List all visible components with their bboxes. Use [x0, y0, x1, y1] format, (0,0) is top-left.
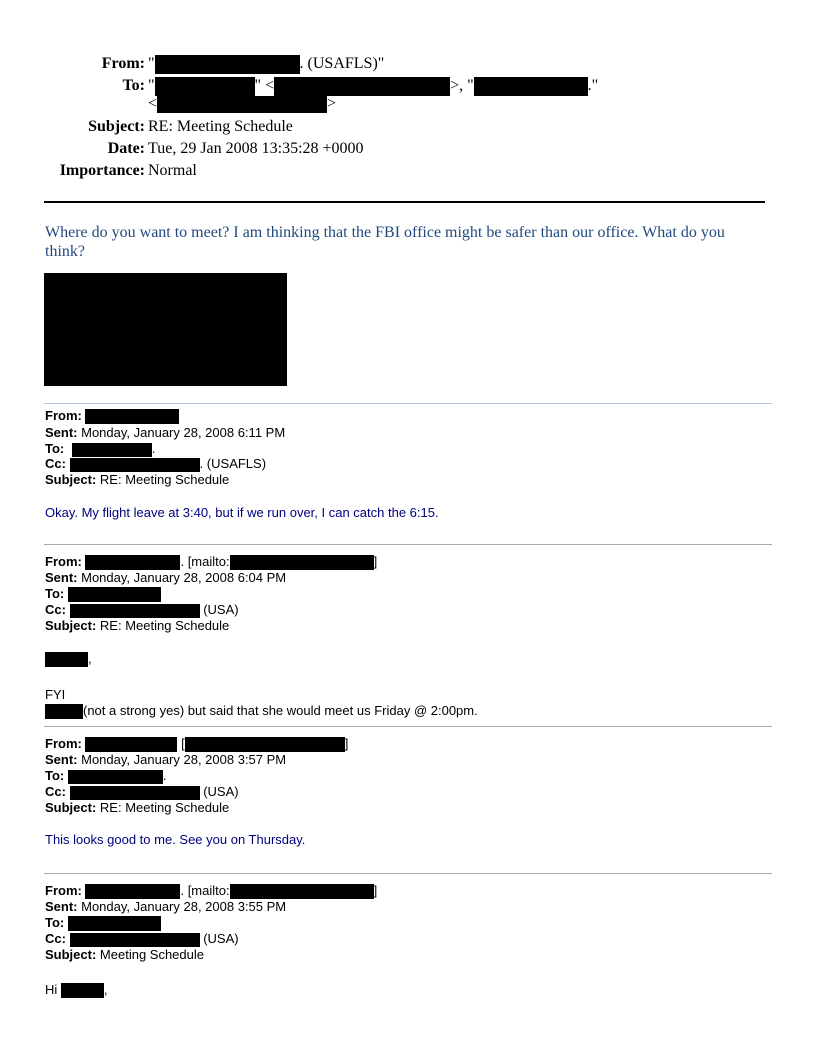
to-suffix: .: [151, 441, 156, 456]
msg4-cc: [45, 931, 239, 947]
body-text: (not a strong yes) but said that she would meet us Friday @ 2:00pm.: [83, 703, 478, 718]
message-body-line1: Where do you want to meet? I am thinking that the FBI office might be safer than our office. What do you: [45, 224, 725, 241]
redacted-signature: [44, 273, 287, 386]
msg4-greeting: [45, 982, 108, 998]
redacted-block: [68, 770, 163, 784]
sent-label: Sent:: [45, 899, 78, 914]
cc-suffix: (USA): [203, 931, 239, 946]
msg4-sent: [45, 899, 286, 915]
cc-label: Cc:: [45, 456, 66, 471]
redacted-block: [274, 77, 450, 96]
to-label: To:: [45, 586, 65, 601]
msg2-cc: [45, 602, 239, 618]
msg1-body: Okay. My flight leave at 3:40, but if we run over, I can catch the 6:15.: [45, 505, 439, 520]
redacted-block: [157, 96, 327, 113]
redacted-block: [45, 704, 83, 719]
sent-label: Sent:: [45, 425, 78, 440]
subject-value: RE: Meeting Schedule: [148, 118, 293, 135]
from-suffix: . [mailto:: [180, 883, 230, 898]
msg3-body: This looks good to me. See you on Thursday.: [45, 832, 306, 847]
cc-label: Cc:: [45, 602, 66, 617]
cc-label: Cc:: [45, 931, 66, 946]
to-value: [148, 76, 598, 96]
from-suffix: . [mailto:: [180, 554, 230, 569]
from-label: From:: [45, 883, 82, 898]
redacted-block: [85, 884, 180, 899]
gt: >: [327, 95, 337, 112]
to-sep: .": [587, 77, 599, 94]
to-label: To:: [122, 77, 145, 94]
msg2-subject: [45, 618, 229, 634]
msg2-sent: [45, 570, 286, 586]
msg4-to: [45, 915, 161, 931]
msg2-to: [45, 586, 161, 602]
from-label: From:: [45, 736, 82, 751]
sent-label: Sent:: [45, 752, 78, 767]
greeting-text: Hi: [45, 982, 58, 997]
importance-value: Normal: [148, 162, 197, 179]
redacted-block: [70, 933, 200, 947]
redacted-block: [70, 604, 200, 618]
to-suffix: .: [162, 768, 167, 783]
sent-value: Monday, January 28, 2008 6:11 PM: [81, 425, 286, 440]
redacted-block: [230, 884, 374, 899]
from-label: From:: [45, 554, 82, 569]
subject-value: RE: Meeting Schedule: [99, 800, 230, 815]
reply-divider: [44, 403, 772, 404]
importance-label: Importance:: [59, 162, 145, 179]
message-body-line2: think?: [45, 243, 85, 260]
subject-value: RE: Meeting Schedule: [99, 472, 230, 487]
to-label: To:: [45, 441, 65, 456]
sent-value: Monday, January 28, 2008 6:04 PM: [81, 570, 287, 585]
lt: <: [148, 95, 158, 112]
redacted-block: [68, 587, 161, 602]
subject-value: RE: Meeting Schedule: [99, 618, 230, 633]
redacted-block: [155, 77, 255, 96]
from-value: [148, 54, 384, 74]
to-label: To:: [45, 915, 65, 930]
msg1-subject: [45, 472, 229, 488]
subject-label: Subject:: [88, 118, 145, 135]
header-divider: [44, 201, 765, 203]
subject-label: Subject:: [45, 947, 97, 962]
quote: ": [148, 55, 155, 72]
msg1-sent: [45, 425, 285, 441]
to-label: To:: [45, 768, 65, 783]
from-bracket: [: [181, 736, 185, 751]
redacted-block: [185, 737, 345, 752]
redacted-block: [155, 55, 300, 74]
quote: ": [148, 77, 155, 94]
date-label: Date:: [107, 140, 145, 157]
msg3-cc: [45, 784, 239, 800]
greeting-suffix: ,: [103, 982, 108, 997]
date-value: Tue, 29 Jan 2008 13:35:28 +0000: [148, 140, 364, 157]
redacted-block: [85, 555, 180, 570]
redacted-block: [68, 916, 161, 931]
redacted-block: [70, 458, 200, 472]
msg2-from: [45, 554, 377, 570]
subject-label: Subject:: [45, 800, 97, 815]
msg1-to: [45, 441, 156, 457]
redacted-block: [85, 737, 177, 752]
redacted-block: [61, 983, 104, 998]
msg2-body: [45, 703, 478, 719]
sent-label: Sent:: [45, 570, 78, 585]
msg3-subject: [45, 800, 229, 816]
message-divider: [44, 544, 772, 545]
to-value-cont: [148, 94, 336, 114]
sent-value: Monday, January 28, 2008 3:57 PM: [81, 752, 287, 767]
redacted-block: [474, 77, 588, 96]
from-end: ]: [373, 883, 378, 898]
cc-label: Cc:: [45, 784, 66, 799]
msg2-fyi: FYI: [45, 687, 66, 702]
msg3-sent: [45, 752, 286, 768]
subject-label: Subject:: [45, 472, 97, 487]
redacted-block: [85, 409, 179, 424]
redacted-block: [72, 443, 152, 457]
msg1-cc: [45, 456, 266, 472]
from-end: ]: [344, 736, 349, 751]
cc-suffix: (USA): [203, 602, 239, 617]
message-divider: [44, 873, 772, 874]
from-label: From:: [45, 408, 82, 423]
msg4-subject: [45, 947, 204, 963]
from-end: ]: [373, 554, 378, 569]
cc-suffix: (USA): [203, 784, 239, 799]
msg3-to: [45, 768, 167, 784]
subject-label: Subject:: [45, 618, 97, 633]
cc-suffix: . (USAFLS): [199, 456, 267, 471]
greeting-suffix: ,: [88, 651, 92, 666]
redacted-block: [45, 652, 88, 667]
subject-value: Meeting Schedule: [99, 947, 204, 962]
message-divider: [44, 726, 772, 727]
msg1-from: [45, 408, 179, 424]
from-label: From:: [101, 55, 145, 72]
from-org: . (USAFLS)": [299, 55, 385, 72]
msg2-greeting: [45, 651, 92, 667]
redacted-block: [70, 786, 200, 800]
redacted-block: [230, 555, 374, 570]
sent-value: Monday, January 28, 2008 3:55 PM: [81, 899, 287, 914]
to-sep: " <: [254, 77, 275, 94]
msg3-from: [45, 736, 348, 752]
to-sep: >, ": [450, 77, 474, 94]
msg4-from: [45, 883, 377, 899]
